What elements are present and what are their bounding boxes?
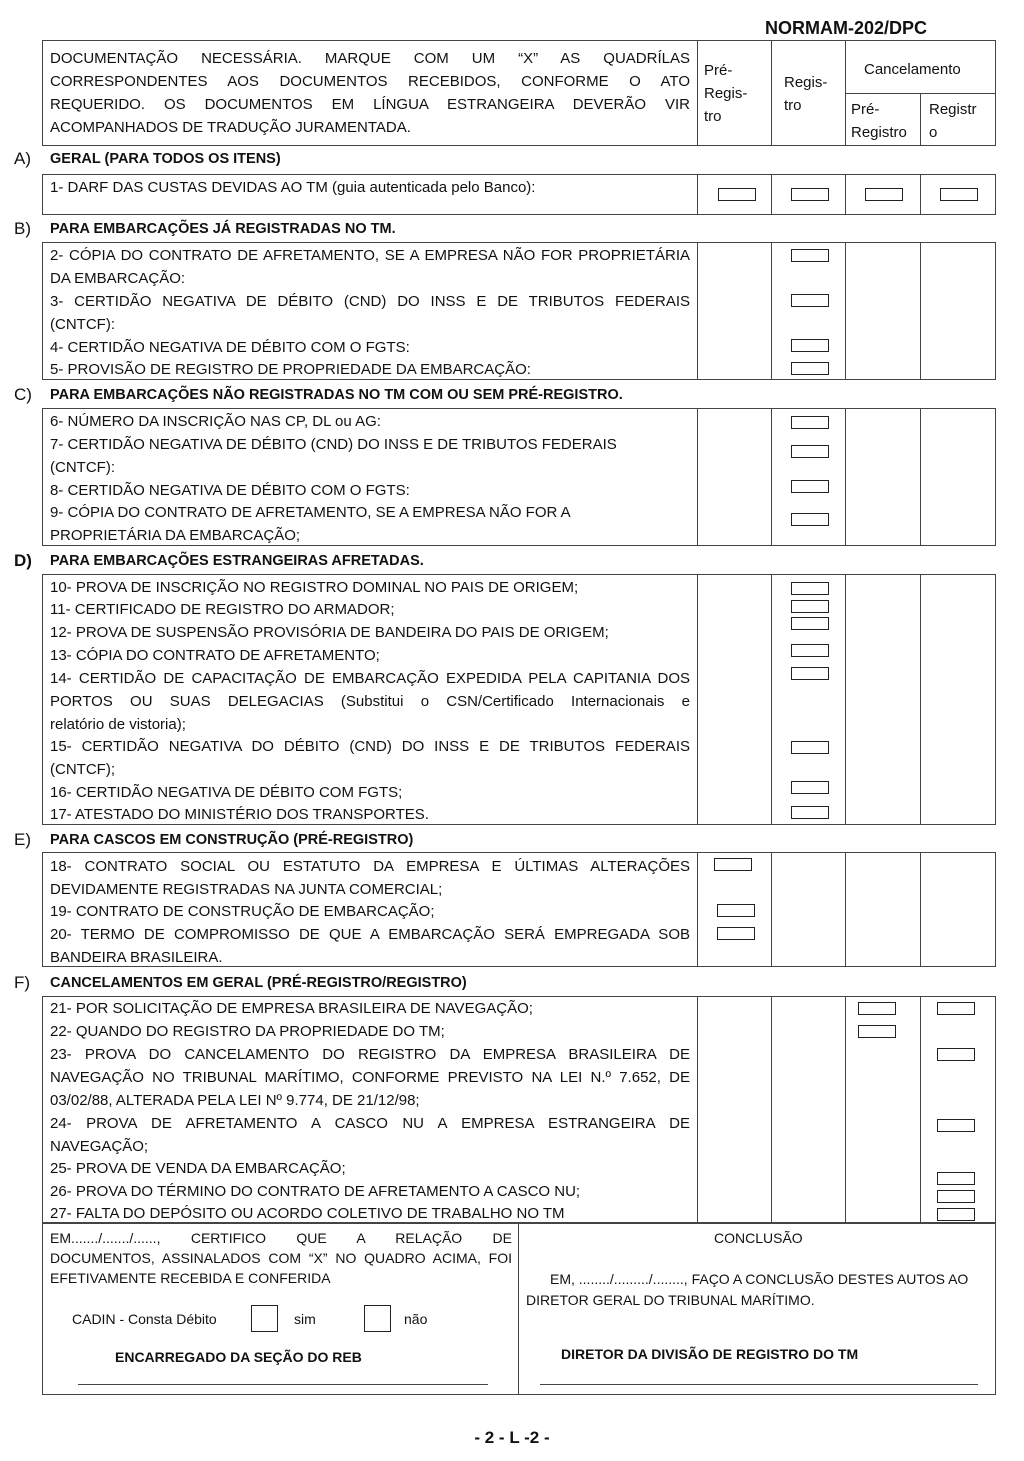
- section-c-title: PARA EMBARCAÇÕES NÃO REGISTRADAS NO TM COM OU SEM PRÉ-REGISTRO.: [50, 387, 623, 403]
- item-7-line-1: 7- CERTIDÃO NEGATIVA DE DÉBITO (CND) DO INSS E DE TRIBUTOS FEDERAIS: [50, 436, 617, 453]
- checkbox-13-reg[interactable]: [791, 644, 829, 657]
- checkbox-19-pre[interactable]: [717, 904, 755, 917]
- col-cancelamento: Cancelamento: [864, 61, 961, 78]
- col-pre-registro-2: Regis-: [704, 85, 748, 102]
- section-a-letter: A): [14, 149, 31, 168]
- item-18-line-2: DEVIDAMENTE REGISTRADAS NA JUNTA COMERCIAL;: [50, 881, 443, 898]
- section-e-letter: E): [14, 830, 31, 849]
- item-9-line-2: PROPRIETÁRIA DA EMBARCAÇÃO;: [50, 527, 301, 544]
- item-14-line-2: PORTOS OU SUAS DELEGACIAS (Substitui o CSN/Certificado Internacionais e: [50, 693, 690, 710]
- cert-line-1: EM......./......./......, CERTIFICO QUE A RELAÇÃO DE: [50, 1230, 512, 1246]
- checkbox-9-reg[interactable]: [791, 513, 829, 526]
- item-3-line-1: 3- CERTIDÃO NEGATIVA DE DÉBITO (CND) DO INSS E DE TRIBUTOS FEDERAIS: [50, 293, 690, 310]
- checkbox-5-reg[interactable]: [791, 362, 829, 375]
- cadin-sim-label: sim: [294, 1311, 316, 1327]
- right-signer-title: DIRETOR DA DIVISÃO DE REGISTRO DO TM: [561, 1346, 859, 1362]
- page-number: - 2 - L -2 -: [474, 1428, 550, 1447]
- right-signature-line[interactable]: [540, 1384, 978, 1385]
- item-27: 27- FALTA DO DEPÓSITO OU ACORDO COLETIVO DE TRABALHO NO TM: [50, 1205, 565, 1222]
- item-25: 25- PROVA DE VENDA DA EMBARCAÇÃO;: [50, 1160, 346, 1177]
- section-b-letter: B): [14, 219, 31, 238]
- col-cancel-reg-2: o: [929, 124, 938, 141]
- item-14-line-1: 14- CERTIDÃO DE CAPACITAÇÃO DE EMBARCAÇÃO EXPEDIDA PELA CAPITANIA DOS: [50, 670, 690, 687]
- checkbox-8-reg[interactable]: [791, 480, 829, 493]
- item-3-line-2: (CNTCF):: [50, 316, 115, 333]
- item-20-line-2: BANDEIRA BRASILEIRA.: [50, 949, 223, 966]
- instructions-line-1: DOCUMENTAÇÃO NECESSÁRIA. MARQUE COM UM “X” AS QUADRÍLAS: [50, 50, 690, 67]
- checkbox-3-reg[interactable]: [791, 294, 829, 307]
- item-16: 16- CERTIDÃO NEGATIVA DE DÉBITO COM FGTS;: [50, 784, 403, 801]
- item-10: 10- PROVA DE INSCRIÇÃO NO REGISTRO DOMINAL NO PAIS DE ORIGEM;: [50, 579, 579, 596]
- item-18-line-1: 18- CONTRATO SOCIAL OU ESTATUTO DA EMPRESA E ÚLTIMAS ALTERAÇÕES: [50, 858, 690, 875]
- item-24-line-1: 24- PROVA DE AFRETAMENTO A CASCO NU A EMPRESA ESTRANGEIRA DE: [50, 1115, 690, 1132]
- section-b-title: PARA EMBARCAÇÕES JÁ REGISTRADAS NO TM.: [50, 221, 396, 237]
- section-a-title: GERAL (PARA TODOS OS ITENS): [50, 151, 281, 167]
- item-5: 5- PROVISÃO DE REGISTRO DE PROPRIEDADE DA EMBARCAÇÃO:: [50, 361, 531, 378]
- left-signature-line[interactable]: [78, 1384, 488, 1385]
- checkbox-22-cancel-pre[interactable]: [858, 1025, 896, 1038]
- instructions-line-4: ACOMPANHADOS DE TRADUÇÃO JURAMENTADA.: [50, 119, 411, 136]
- item-23-line-1: 23- PROVA DO CANCELAMENTO DO REGISTRO DA EMPRESA BRASILEIRA DE: [50, 1046, 690, 1063]
- checkbox-12-reg[interactable]: [791, 617, 829, 630]
- section-d-title: PARA EMBARCAÇÕES ESTRANGEIRAS AFRETADAS.: [50, 553, 424, 569]
- item-11: 11- CERTIFICADO DE REGISTRO DO ARMADOR;: [50, 601, 395, 618]
- checkbox-1-pre[interactable]: [718, 188, 756, 201]
- item-12: 12- PROVA DE SUSPENSÃO PROVISÓRIA DE BANDEIRA DO PAIS DE ORIGEM;: [50, 624, 609, 641]
- checkbox-23-cancel-reg[interactable]: [937, 1048, 975, 1061]
- item-22: 22- QUANDO DO REGISTRO DA PROPRIEDADE DO TM;: [50, 1023, 445, 1040]
- col-cancel-reg-1: Registr: [929, 101, 977, 118]
- checkbox-17-reg[interactable]: [791, 806, 829, 819]
- checkbox-25-cancel-reg[interactable]: [937, 1172, 975, 1185]
- col-registro-1: Regis-: [784, 74, 828, 91]
- checkbox-6-reg[interactable]: [791, 416, 829, 429]
- checkbox-24-cancel-reg[interactable]: [937, 1119, 975, 1132]
- item-8: 8- CERTIDÃO NEGATIVA DE DÉBITO COM O FGTS:: [50, 482, 410, 499]
- cadin-label: CADIN - Consta Débito: [72, 1311, 217, 1327]
- cadin-nao-label: não: [404, 1311, 428, 1327]
- checkbox-1-cancel-reg[interactable]: [940, 188, 978, 201]
- item-23-line-2: NAVEGAÇÃO NO TRIBUNAL MARÍTIMO, CONFORME PREVISTO NA LEI N.º 7.652, DE: [50, 1069, 690, 1086]
- checkbox-16-reg[interactable]: [791, 781, 829, 794]
- checkbox-4-reg[interactable]: [791, 339, 829, 352]
- checkbox-15-reg[interactable]: [791, 741, 829, 754]
- section-f-title: CANCELAMENTOS EM GERAL (PRÉ-REGISTRO/REGISTRO): [50, 975, 467, 991]
- item-24-line-2: NAVEGAÇÃO;: [50, 1138, 149, 1155]
- checkbox-10-reg[interactable]: [791, 582, 829, 595]
- item-26: 26- PROVA DO TÉRMINO DO CONTRATO DE AFRETAMENTO A CASCO NU;: [50, 1183, 581, 1200]
- checkbox-14-reg[interactable]: [791, 667, 829, 680]
- item-4: 4- CERTIDÃO NEGATIVA DE DÉBITO COM O FGTS:: [50, 339, 410, 356]
- item-17: 17- ATESTADO DO MINISTÉRIO DOS TRANSPORTES.: [50, 806, 429, 823]
- document-code: NORMAM-202/DPC: [765, 18, 928, 38]
- col-registro-2: tro: [784, 97, 802, 114]
- conclusion-line-2: DIRETOR GERAL DO TRIBUNAL MARÍTIMO.: [526, 1292, 815, 1308]
- checkbox-11-reg[interactable]: [791, 600, 829, 613]
- checkbox-1-cancel-pre[interactable]: [865, 188, 903, 201]
- conclusion-title: CONCLUSÃO: [714, 1230, 803, 1246]
- conclusion-line-1: EM, ......../........./........, FAÇO A CONCLUSÃO DESTES AUTOS AO: [550, 1271, 969, 1287]
- item-19: 19- CONTRATO DE CONSTRUÇÃO DE EMBARCAÇÃO;: [50, 903, 435, 920]
- item-9-line-1: 9- CÓPIA DO CONTRATO DE AFRETAMENTO, SE A EMPRESA NÃO FOR A: [50, 504, 571, 521]
- item-21: 21- POR SOLICITAÇÃO DE EMPRESA BRASILEIRA DE NAVEGAÇÃO;: [50, 1000, 533, 1017]
- checkbox-21-cancel-pre[interactable]: [858, 1002, 896, 1015]
- checkbox-21-cancel-reg[interactable]: [937, 1002, 975, 1015]
- item-7-line-2: (CNTCF):: [50, 459, 115, 476]
- checkbox-1-reg[interactable]: [791, 188, 829, 201]
- item-1: 1- DARF DAS CUSTAS DEVIDAS AO TM (guia autenticada pelo Banco):: [50, 179, 536, 196]
- instructions-line-3: REQUERIDO. OS DOCUMENTOS EM LÍNGUA ESTRANGEIRA DEVERÃO VIR: [50, 96, 690, 113]
- col-pre-registro-3: tro: [704, 108, 722, 125]
- checkbox-20-pre[interactable]: [717, 927, 755, 940]
- section-f-letter: F): [14, 973, 31, 992]
- checkbox-7-reg[interactable]: [791, 445, 829, 458]
- section-e-title: PARA CASCOS EM CONSTRUÇÃO (PRÉ-REGISTRO): [50, 832, 414, 848]
- item-14-line-3: relatório de vistoria);: [50, 716, 186, 733]
- cadin-nao-checkbox[interactable]: [364, 1305, 391, 1332]
- instructions-line-2: CORRESPONDENTES AOS DOCUMENTOS RECEBIDOS, CONFORME O ATO: [50, 73, 690, 90]
- checkbox-26-cancel-reg[interactable]: [937, 1190, 975, 1203]
- cadin-sim-checkbox[interactable]: [251, 1305, 278, 1332]
- item-6: 6- NÚMERO DA INSCRIÇÃO NAS CP, DL ou AG:: [50, 413, 381, 430]
- item-15-line-1: 15- CERTIDÃO NEGATIVA DO DÉBITO (CND) DO INSS E DE TRIBUTOS FEDERAIS: [50, 738, 690, 755]
- item-15-line-2: (CNTCF);: [50, 761, 115, 778]
- checkbox-27-cancel-reg[interactable]: [937, 1208, 975, 1221]
- item-20-line-1: 20- TERMO DE COMPROMISSO DE QUE A EMBARCAÇÃO SERÁ EMPREGADA SOB: [50, 926, 690, 943]
- col-pre-registro-1: Pré-: [704, 62, 733, 79]
- section-c-letter: C): [14, 385, 32, 404]
- item-23-line-3: 03/02/88, ALTERADA PELA LEI Nº 9.774, DE 21/12/98;: [50, 1092, 420, 1109]
- item-2-line-1: 2- CÓPIA DO CONTRATO DE AFRETAMENTO, SE A EMPRESA NÃO FOR PROPRIETÁRIA: [50, 247, 690, 264]
- cert-line-2: DOCUMENTOS, ASSINALADOS COM “X” NO QUADRO ACIMA, FOI: [50, 1250, 512, 1266]
- checkbox-18-pre[interactable]: [714, 858, 752, 871]
- section-d-letter: D): [14, 551, 32, 570]
- col-cancel-pre-2: Registro: [851, 124, 907, 141]
- left-signer-title: ENCARREGADO DA SEÇÃO DO REB: [115, 1349, 362, 1365]
- col-cancel-pre-1: Pré-: [851, 101, 880, 118]
- item-2-line-2: DA EMBARCAÇÃO:: [50, 270, 186, 287]
- checkbox-2-reg[interactable]: [791, 249, 829, 262]
- item-13: 13- CÓPIA DO CONTRATO DE AFRETAMENTO;: [50, 647, 380, 664]
- cert-line-3: EFETIVAMENTE RECEBIDA E CONFERIDA: [50, 1270, 331, 1286]
